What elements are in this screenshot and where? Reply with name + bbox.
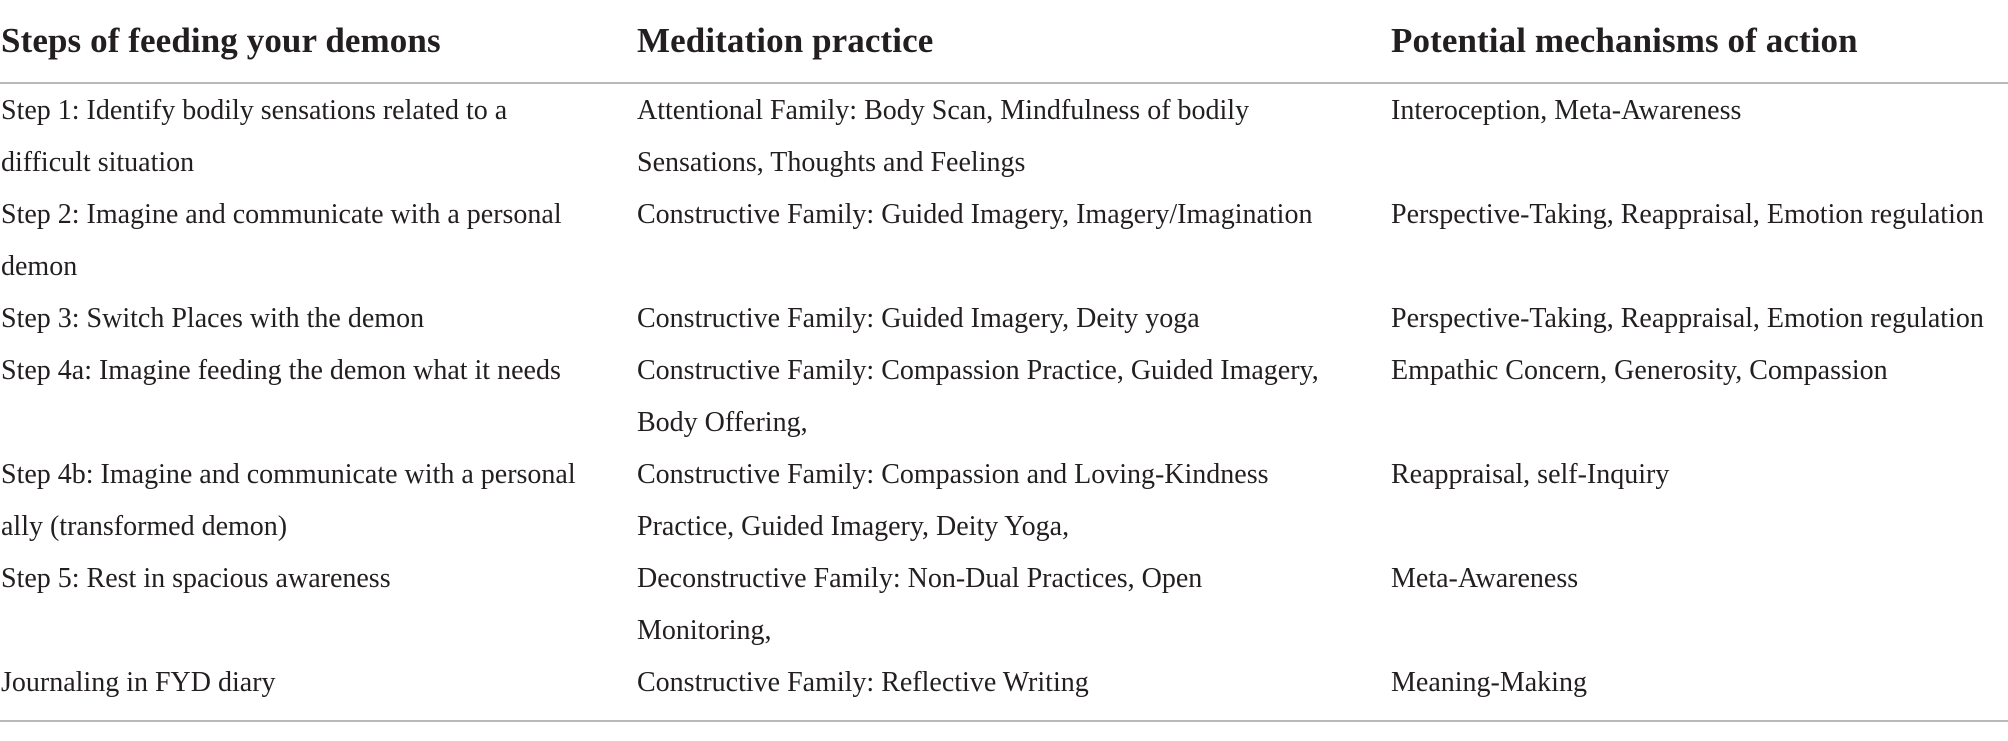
table-row	[0, 293, 2008, 345]
mechanism-text: Meta-Awareness	[1391, 563, 1579, 594]
step-cell	[0, 449, 636, 553]
practice-text: Constructive Family: Guided Imagery, Imagery/Imagination	[637, 199, 1313, 230]
step-cell	[0, 553, 636, 657]
mechanism-cell	[1390, 657, 2008, 721]
mechanism-text: Perspective-Taking, Reappraisal, Emotion regulation	[1391, 199, 1984, 230]
step-text: Step 4b: Imagine and communicate with a personal ally (transformed demon)	[1, 459, 576, 542]
header-practice: Meditation practice	[636, 0, 1390, 83]
step-text: Step 3: Switch Places with the demon	[1, 303, 425, 334]
table-row	[0, 553, 2008, 657]
mechanism-cell	[1390, 83, 2008, 189]
mechanism-text: Empathic Concern, Generosity, Compassion	[1391, 355, 1888, 386]
practice-cell	[636, 657, 1390, 721]
table-row	[0, 449, 2008, 553]
practice-text: Deconstructive Family: Non-Dual Practices, Open Monitoring,	[637, 563, 1203, 646]
table-row	[0, 657, 2008, 721]
table-row	[0, 189, 2008, 293]
practice-cell	[636, 189, 1390, 293]
header-mechanisms: Potential mechanisms of action	[1390, 0, 2008, 83]
step-cell	[0, 83, 636, 189]
mechanism-text: Interoception, Meta-Awareness	[1391, 95, 1742, 126]
mechanism-cell	[1390, 553, 2008, 657]
mechanism-text: Reappraisal, self-Inquiry	[1391, 459, 1670, 490]
practice-cell	[636, 293, 1390, 345]
table-row	[0, 345, 2008, 449]
step-cell	[0, 345, 636, 449]
step-text: Step 4a: Imagine feeding the demon what it needs	[1, 355, 561, 386]
practice-text: Constructive Family: Reflective Writing	[637, 667, 1089, 698]
mechanism-cell	[1390, 345, 2008, 449]
practice-cell	[636, 553, 1390, 657]
step-text: Step 1: Identify bodily sensations related to a difficult situation	[1, 95, 508, 178]
practice-cell	[636, 83, 1390, 189]
practice-cell	[636, 449, 1390, 553]
mechanism-cell	[1390, 449, 2008, 553]
step-cell	[0, 189, 636, 293]
practice-text: Constructive Family: Guided Imagery, Deity yoga	[637, 303, 1200, 334]
practice-text: Attentional Family: Body Scan, Mindfulness of bodily Sensations, Thoughts and Feelings	[637, 95, 1250, 178]
practice-text: Constructive Family: Compassion and Loving-Kindness Practice, Guided Imagery, Deity Yoga,	[637, 459, 1269, 542]
table-header	[0, 0, 2008, 83]
practice-cell	[636, 345, 1390, 449]
header-row	[0, 0, 2008, 83]
mechanism-text: Perspective-Taking, Reappraisal, Emotion regulation	[1391, 303, 1984, 334]
step-text: Step 2: Imagine and communicate with a personal demon	[1, 199, 562, 282]
step-cell	[0, 293, 636, 345]
step-text: Journaling in FYD diary	[1, 667, 276, 698]
header-steps: Steps of feeding your demons	[0, 0, 636, 83]
practice-text: Constructive Family: Compassion Practice, Guided Imagery, Body Offering,	[637, 355, 1319, 438]
table-body	[0, 83, 2008, 721]
step-text: Step 5: Rest in spacious awareness	[1, 563, 391, 594]
step-cell	[0, 657, 636, 721]
mechanism-text: Meaning-Making	[1391, 667, 1587, 698]
table-row	[0, 83, 2008, 189]
mechanism-cell	[1390, 189, 2008, 293]
mechanism-cell	[1390, 293, 2008, 345]
